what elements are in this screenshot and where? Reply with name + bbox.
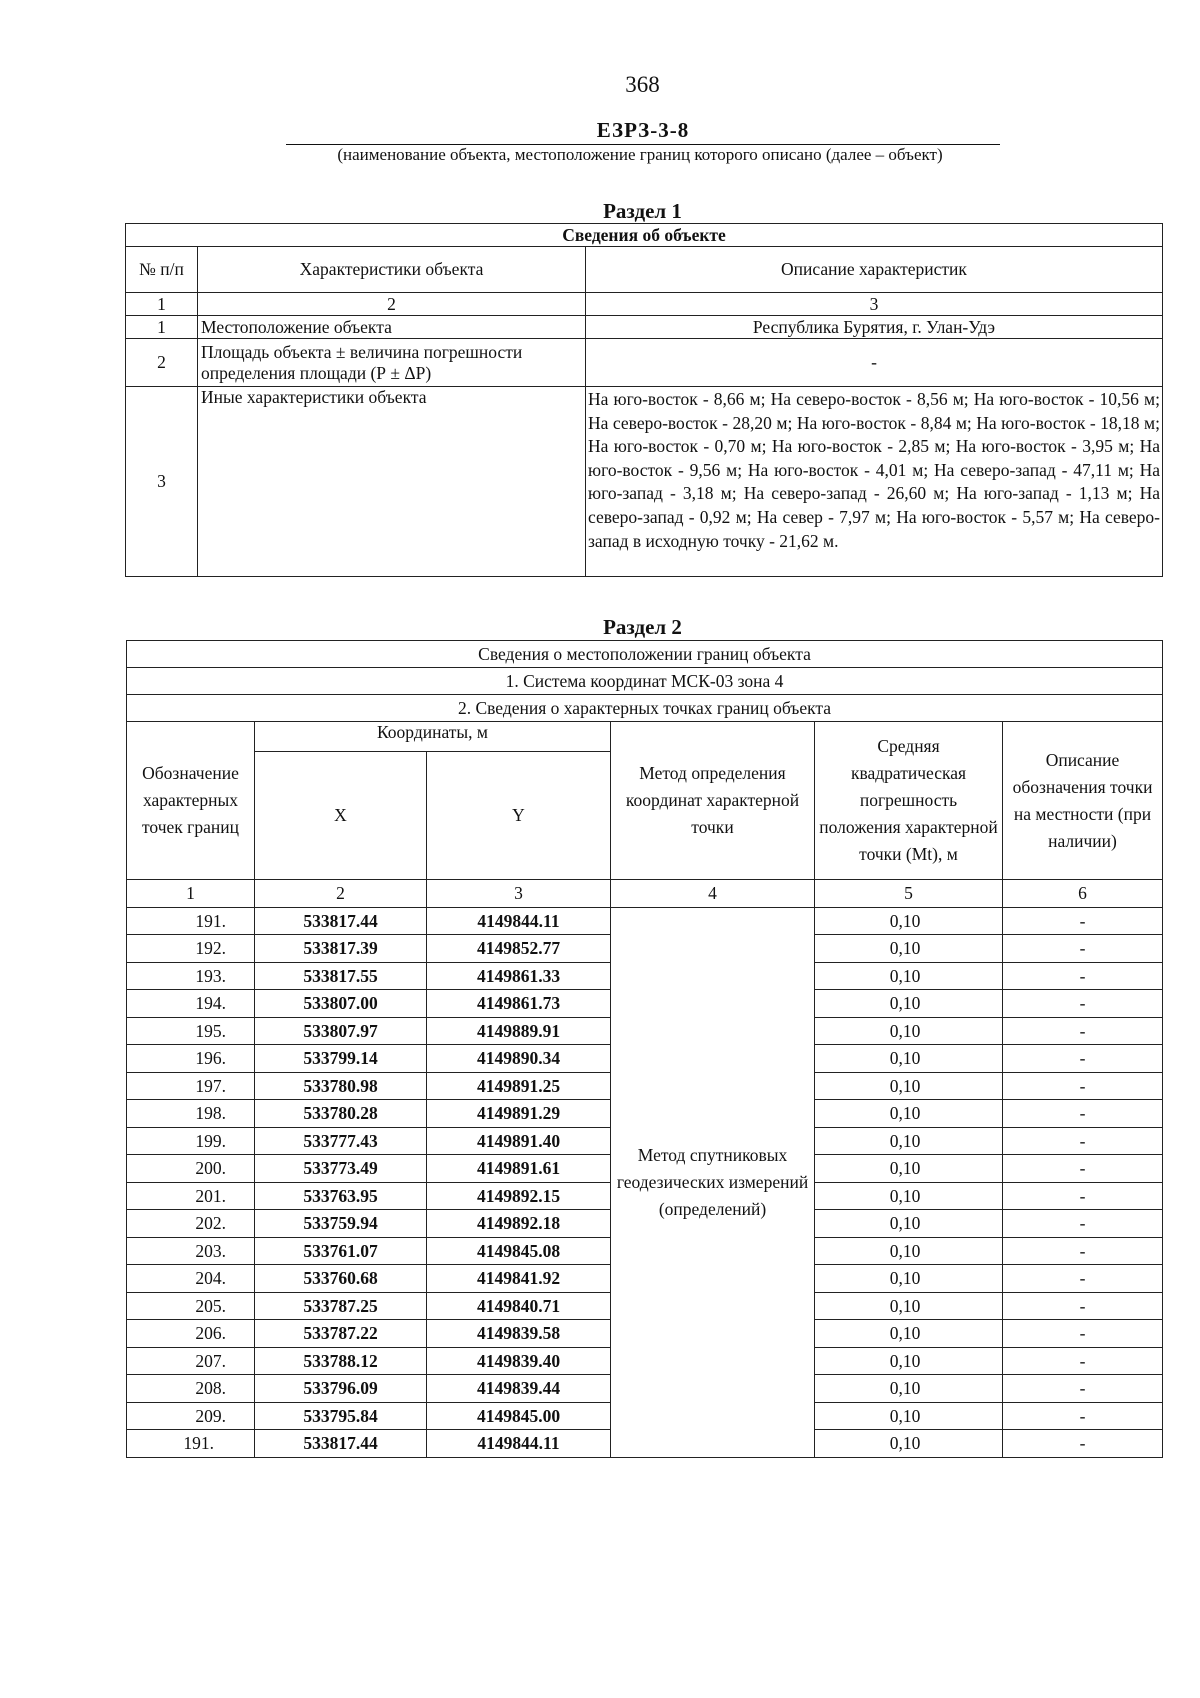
points-info-title: 2. Сведения о характерных точках границ объекта — [127, 695, 1163, 722]
point-name: 204. — [127, 1265, 255, 1293]
point-name: 196. — [127, 1045, 255, 1073]
point-x: 533799.14 — [255, 1045, 427, 1073]
table-row — [126, 387, 1163, 577]
point-name: 195. — [127, 1017, 255, 1045]
point-y: 4149845.00 — [427, 1402, 611, 1430]
point-mt: 0,10 — [815, 1347, 1003, 1375]
point-y: 4149892.18 — [427, 1210, 611, 1238]
col-index: 3 — [427, 880, 611, 908]
point-name: 208. — [127, 1375, 255, 1403]
point-description: - — [1003, 1045, 1163, 1073]
point-description: - — [1003, 990, 1163, 1018]
point-x: 533780.28 — [255, 1100, 427, 1128]
point-name: 194. — [127, 990, 255, 1018]
point-mt: 0,10 — [815, 1402, 1003, 1430]
point-x: 533817.55 — [255, 962, 427, 990]
point-mt: 0,10 — [815, 1127, 1003, 1155]
point-mt: 0,10 — [815, 1320, 1003, 1348]
table-row — [126, 316, 1163, 339]
point-y: 4149891.61 — [427, 1155, 611, 1183]
point-name: 203. — [127, 1237, 255, 1265]
point-description: - — [1003, 1320, 1163, 1348]
point-mt: 0,10 — [815, 907, 1003, 935]
object-info-table-title: Сведения об объекте — [126, 224, 1163, 247]
point-x: 533807.00 — [255, 990, 427, 1018]
point-y: 4149890.34 — [427, 1045, 611, 1073]
point-y: 4149840.71 — [427, 1292, 611, 1320]
row-number: 3 — [126, 387, 198, 577]
row-value: На юго-восток - 8,66 м; На северо-восток - 8,56 м; На юго-восток - 10,56 м; На северо-восток - 28,20 м; На юго-восток - 8,84 м; На юго-восток - 18,18 м; На юго-восток - 0,70 м; На юго-восток - 2,85 м; На юго-восток - 3,95 м; На юго-восток - 9,56 м; На юго-восток - 4,01 м; На северо-запад - 47,11 м; На юго-запад - 3,18 м; На северо-запад - 26,60 м; На юго-запад - 1,13 м; На северо-запад - 0,92 м; На север - 7,97 м; На юго-восток - 5,57 м; На северо-запад в исходную точку - 21,62 м. — [586, 387, 1163, 577]
col-index: 5 — [815, 880, 1003, 908]
point-name: 198. — [127, 1100, 255, 1128]
point-y: 4149839.40 — [427, 1347, 611, 1375]
point-description: - — [1003, 1347, 1163, 1375]
point-description: - — [1003, 1072, 1163, 1100]
point-y: 4149891.29 — [427, 1100, 611, 1128]
col-header-characteristic: Характеристики объекта — [198, 247, 586, 293]
col-header-x: X — [255, 752, 427, 880]
point-name: 209. — [127, 1402, 255, 1430]
point-y: 4149892.15 — [427, 1182, 611, 1210]
point-mt: 0,10 — [815, 990, 1003, 1018]
col-header-point-description: Описание обозначения точки на местности (при наличии) — [1003, 722, 1163, 880]
point-name: 191. — [127, 1430, 255, 1458]
point-name: 199. — [127, 1127, 255, 1155]
point-name: 191. — [127, 907, 255, 935]
point-description: - — [1003, 1017, 1163, 1045]
point-mt: 0,10 — [815, 1155, 1003, 1183]
point-x: 533787.22 — [255, 1320, 427, 1348]
point-x: 533777.43 — [255, 1127, 427, 1155]
point-name: 207. — [127, 1347, 255, 1375]
point-y: 4149861.33 — [427, 962, 611, 990]
point-mt: 0,10 — [815, 1375, 1003, 1403]
point-description: - — [1003, 1155, 1163, 1183]
point-x: 533787.25 — [255, 1292, 427, 1320]
point-y: 4149861.73 — [427, 990, 611, 1018]
boundary-points-table — [126, 640, 1163, 1458]
point-mt: 0,10 — [815, 1100, 1003, 1128]
point-description: - — [1003, 1292, 1163, 1320]
point-mt: 0,10 — [815, 962, 1003, 990]
col-index: 4 — [611, 880, 815, 908]
point-description: - — [1003, 907, 1163, 935]
point-description: - — [1003, 1210, 1163, 1238]
point-mt: 0,10 — [815, 1045, 1003, 1073]
row-value: - — [586, 339, 1163, 387]
object-info-table — [125, 223, 1163, 577]
point-x: 533807.97 — [255, 1017, 427, 1045]
point-mt: 0,10 — [815, 935, 1003, 963]
object-name: ЕЗРЗ-3-8 — [286, 118, 1000, 145]
page-number: 368 — [625, 72, 660, 97]
point-description: - — [1003, 1127, 1163, 1155]
table-row — [127, 907, 1163, 935]
point-mt: 0,10 — [815, 1072, 1003, 1100]
point-description: - — [1003, 962, 1163, 990]
col-index: 1 — [126, 293, 198, 316]
point-name: 201. — [127, 1182, 255, 1210]
point-mt: 0,10 — [815, 1210, 1003, 1238]
method-cell: Метод спутниковых геодезических измерений (определений) — [611, 907, 815, 1457]
row-characteristic: Иные характеристики объекта — [198, 387, 586, 577]
point-description: - — [1003, 1237, 1163, 1265]
row-characteristic: Местоположение объекта — [198, 316, 586, 339]
col-header-description: Описание характеристик — [586, 247, 1163, 293]
point-y: 4149852.77 — [427, 935, 611, 963]
object-name-caption: (наименование объекта, местоположение границ которого описано (далее – объект) — [337, 145, 943, 164]
col-header-number: № п/п — [126, 247, 198, 293]
point-x: 533760.68 — [255, 1265, 427, 1293]
col-header-coordinates: Координаты, м — [255, 722, 611, 752]
point-description: - — [1003, 1182, 1163, 1210]
point-name: 200. — [127, 1155, 255, 1183]
col-header-point: Обозначение характерных точек границ — [127, 722, 255, 880]
point-y: 4149841.92 — [427, 1265, 611, 1293]
col-header-method: Метод определения координат характерной точки — [611, 722, 815, 880]
point-name: 197. — [127, 1072, 255, 1100]
point-y: 4149891.25 — [427, 1072, 611, 1100]
point-description: - — [1003, 1402, 1163, 1430]
col-index: 2 — [198, 293, 586, 316]
point-mt: 0,10 — [815, 1182, 1003, 1210]
point-description: - — [1003, 1100, 1163, 1128]
point-name: 205. — [127, 1292, 255, 1320]
table-row — [126, 339, 1163, 387]
point-y: 4149889.91 — [427, 1017, 611, 1045]
point-name: 202. — [127, 1210, 255, 1238]
point-x: 533759.94 — [255, 1210, 427, 1238]
point-x: 533817.39 — [255, 935, 427, 963]
point-x: 533780.98 — [255, 1072, 427, 1100]
point-y: 4149845.08 — [427, 1237, 611, 1265]
col-header-mt: Средняя квадратическая погрешность положения характерной точки (Mt), м — [815, 722, 1003, 880]
point-name: 206. — [127, 1320, 255, 1348]
row-value: Республика Бурятия, г. Улан-Удэ — [586, 316, 1163, 339]
point-mt: 0,10 — [815, 1237, 1003, 1265]
point-y: 4149839.44 — [427, 1375, 611, 1403]
point-x: 533817.44 — [255, 907, 427, 935]
col-index: 3 — [586, 293, 1163, 316]
point-mt: 0,10 — [815, 1430, 1003, 1458]
col-index: 6 — [1003, 880, 1163, 908]
point-mt: 0,10 — [815, 1017, 1003, 1045]
point-description: - — [1003, 1375, 1163, 1403]
col-index: 1 — [127, 880, 255, 908]
point-x: 533795.84 — [255, 1402, 427, 1430]
point-mt: 0,10 — [815, 1292, 1003, 1320]
point-x: 533796.09 — [255, 1375, 427, 1403]
point-description: - — [1003, 1265, 1163, 1293]
point-y: 4149844.11 — [427, 1430, 611, 1458]
row-number: 2 — [126, 339, 198, 387]
col-index: 2 — [255, 880, 427, 908]
point-x: 533788.12 — [255, 1347, 427, 1375]
point-y: 4149891.40 — [427, 1127, 611, 1155]
row-characteristic: Площадь объекта ± величина погрешности определения площади (Р ± ΔР) — [198, 339, 586, 387]
point-y: 4149839.58 — [427, 1320, 611, 1348]
point-x: 533817.44 — [255, 1430, 427, 1458]
point-description: - — [1003, 935, 1163, 963]
point-mt: 0,10 — [815, 1265, 1003, 1293]
point-name: 193. — [127, 962, 255, 990]
section-1-title: Раздел 1 — [603, 199, 682, 223]
point-x: 533773.49 — [255, 1155, 427, 1183]
point-x: 533763.95 — [255, 1182, 427, 1210]
row-number: 1 — [126, 316, 198, 339]
point-y: 4149844.11 — [427, 907, 611, 935]
coordinate-system-title: 1. Система координат МСК-03 зона 4 — [127, 668, 1163, 695]
point-x: 533761.07 — [255, 1237, 427, 1265]
boundary-info-title: Сведения о местоположении границ объекта — [127, 641, 1163, 668]
point-description: - — [1003, 1430, 1163, 1458]
point-name: 192. — [127, 935, 255, 963]
col-header-y: Y — [427, 752, 611, 880]
section-2-title: Раздел 2 — [603, 615, 682, 639]
